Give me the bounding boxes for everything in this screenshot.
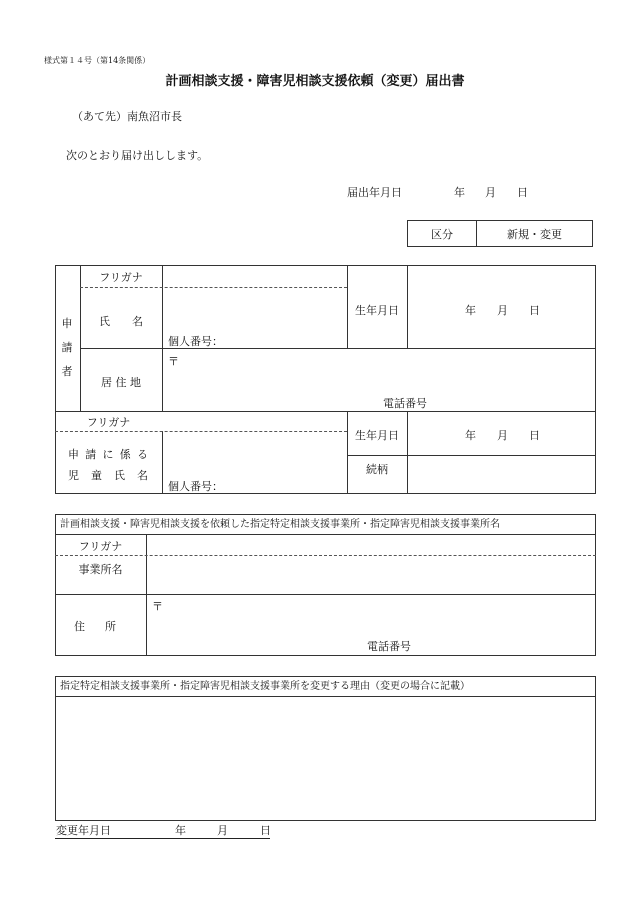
office-header: 計画相談支援・障害児相談支援を依頼した指定特定相談支援事業所・指定障害児相談支援事業所名: [60, 519, 500, 530]
child-label-line-1: [68, 449, 148, 460]
applicant-name-char-1: 氏: [99, 315, 110, 328]
child-birth-divider-left: [347, 411, 348, 494]
child-label-char-8: 氏: [114, 469, 125, 482]
applicant-phone-label: 電話番号: [383, 397, 427, 410]
applicant-furigana-label: フリガナ: [99, 271, 143, 284]
office-header-line: [55, 534, 596, 535]
office-label-divider: [146, 534, 147, 656]
child-label-divider: [162, 431, 163, 494]
applicant-side-char-1: 申: [61, 317, 73, 330]
applicant-furigana-line: [80, 287, 347, 288]
notification-date-day: 日: [517, 186, 528, 199]
child-label-line-2: [68, 470, 148, 481]
office-furigana-label: フリガナ: [78, 540, 123, 553]
child-birth-year: 年: [465, 429, 476, 442]
office-name-label: 事業所名: [78, 563, 123, 576]
child-birth-month: 月: [497, 429, 508, 442]
child-label-char-5: る: [137, 448, 148, 461]
office-address-char-2: 所: [105, 620, 116, 633]
child-birth-day: 日: [529, 429, 540, 442]
child-relationship-label: 続柄: [366, 463, 388, 476]
change-date-underline: [55, 838, 270, 839]
child-furigana-label: フリガナ: [86, 416, 131, 429]
change-date-day: 日: [260, 824, 271, 837]
office-address-top-line: [55, 594, 596, 595]
change-date-year: 年: [175, 824, 186, 837]
form-title: 計画相談支援・障害児相談支援依頼（変更）届出書: [165, 74, 465, 89]
notification-date-month: 月: [485, 186, 496, 199]
child-birth-divider-right: [407, 411, 408, 494]
applicant-personal-number: 個人番号：: [168, 335, 223, 348]
child-personal-number: 個人番号：: [168, 480, 223, 493]
child-label-char-2: 請: [85, 448, 97, 461]
applicant-birth-month: 月: [497, 304, 508, 317]
office-postal-mark: 〒: [152, 600, 163, 613]
office-table: [55, 514, 596, 656]
child-label-char-4: 係: [119, 448, 131, 461]
office-address-label: [74, 621, 116, 632]
category-label: 区分: [431, 228, 453, 241]
child-section-top-line: [55, 411, 596, 412]
notification-date-year: 年: [454, 186, 465, 199]
applicant-birth-divider-right: [407, 265, 408, 348]
applicant-side-char-3: 者: [61, 365, 73, 378]
office-address-char-1: 住: [74, 620, 85, 633]
applicant-birth-day: 日: [529, 304, 540, 317]
child-label-char-9: 名: [137, 469, 148, 482]
applicant-address-top-line: [80, 348, 596, 349]
notification-date-label: 届出年月日: [347, 186, 402, 199]
reason-input-area[interactable]: [56, 697, 595, 820]
change-date-label: 変更年月日: [56, 824, 111, 837]
intro-text: 次のとおり届け出しします。: [66, 149, 209, 162]
child-label-char-3: に: [102, 448, 114, 461]
child-label-char-7: 童: [91, 469, 102, 482]
category-value[interactable]: 新規・変更: [507, 228, 562, 241]
form-number: 様式第１４号（第14条関係）: [44, 56, 151, 65]
applicant-address-label: 居 住 地: [101, 376, 141, 389]
office-furigana-line: [55, 555, 596, 556]
office-phone-label: 電話番号: [367, 640, 411, 653]
applicant-side-char-2: 請: [61, 341, 73, 354]
child-birthdate-label: 生年月日: [355, 429, 399, 442]
child-furigana-line: [55, 431, 347, 432]
applicant-birth-year: 年: [465, 304, 476, 317]
applicant-postal-mark: 〒: [168, 355, 179, 368]
applicant-birthdate-label: 生年月日: [355, 304, 399, 317]
applicant-name-label: [99, 316, 143, 327]
addressee: （あて先）南魚沼市長: [72, 110, 182, 123]
child-label-char-1: 申: [68, 448, 79, 461]
child-label-char-6: 児: [68, 469, 79, 482]
reason-header: 指定特定相談支援事業所・指定障害児相談支援事業所を変更する理由（変更の場合に記載）: [60, 681, 470, 692]
child-relationship-top-line: [347, 455, 596, 456]
change-date-month: 月: [217, 824, 228, 837]
applicant-name-char-2: 名: [132, 315, 143, 328]
